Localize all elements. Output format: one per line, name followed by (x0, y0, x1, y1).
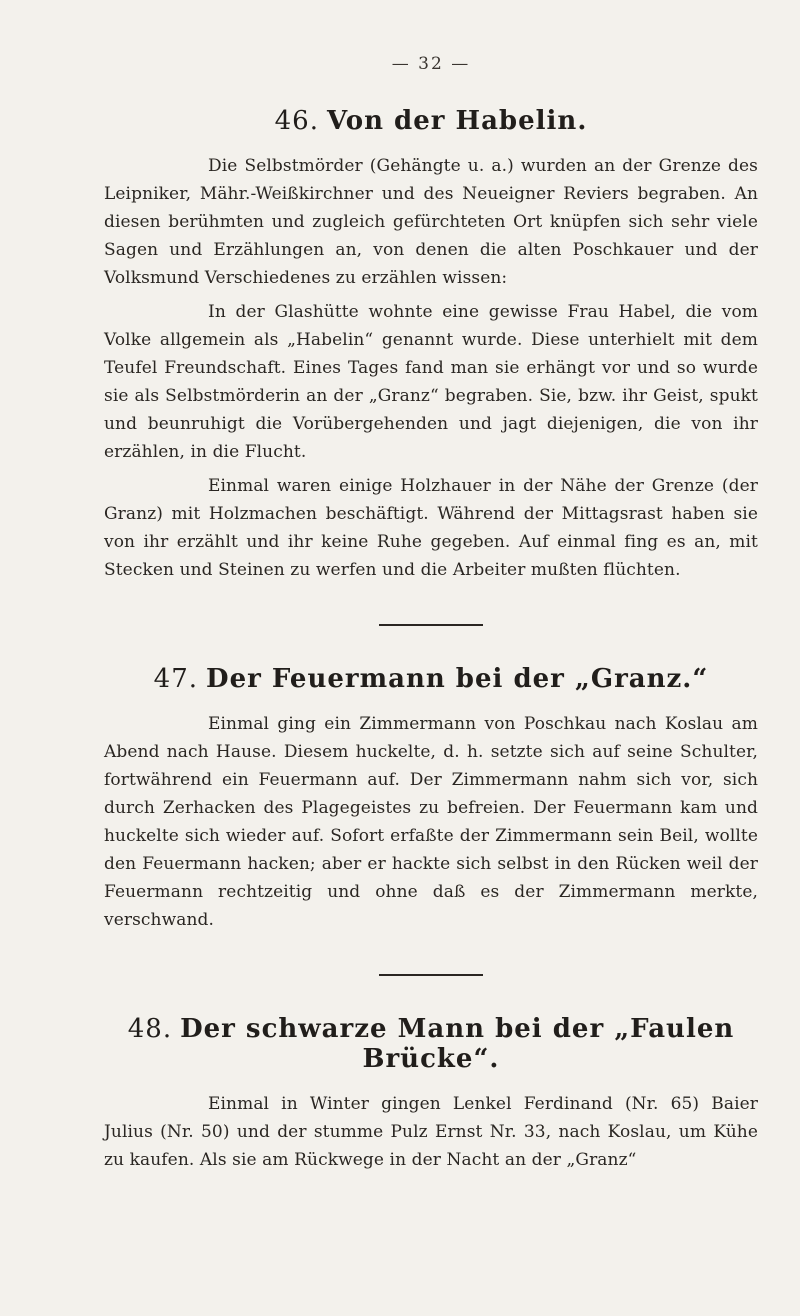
section-number: 47. (153, 664, 199, 694)
section-46 (104, 106, 758, 584)
section-number: 46. (274, 106, 319, 136)
paragraph: Einmal ging ein Zimmermann von Poschkau nach Koslau am Abend nach Hause. Diesem huckelte, d. h. setzte sich auf seine Schulter, fortwährend ein Feuermann auf. Der Zimmermann nahm sich vor, sich durch Zerhacken des Plagegeistes zu befreien. Der Feuermann kam und huckelte sich wieder auf. Sofort erfaßte der Zimmermann sein Beil, wollte den Feuermann hacken; aber er hackte sich selbst in den Rücken weil der Feuermann rechtzeitig und ohne daß es der Zimmermann merkte, verschwand. (104, 714, 758, 930)
paragraph: Einmal in Winter gingen Lenkel Ferdinand (Nr. 65) Baier Julius (Nr. 50) und der stumme Pulz Ernst Nr. 33, nach Koslau, um Kühe zu kaufen. Als sie am Rückwege in der Nacht an der „Granz“ (104, 1094, 758, 1170)
paragraph: In der Glashütte wohnte eine gewisse Frau Habel, die vom Volke allgemein als „Habelin“ genannt wurde. Diese unterhielt mit dem Teufel Freundschaft. Eines Tages fand man sie erhängt vor und so wurde sie als Selbstmörderin an der „Granz“ begraben. Sie, bzw. ihr Geist, spukt und beunruhigt die Vorübergehenden und jagt diejenigen, die von ihr erzählen, in die Flucht. (104, 302, 758, 462)
section-divider (379, 624, 483, 626)
page-number: — 32 — (391, 54, 471, 74)
paragraph: Die Selbstmörder (Gehängte u. a.) wurden an der Grenze des Leipniker, Mähr.-Weißkirchner und des Neueigner Reviers begraben. An diesen berühmten und zugleich gefürchteten Ort knüpfen sich sehr viele Sagen und Erzählungen an, von denen die alten Poschkauer und der Volksmund Verschiedenes zu erzählen wissen: (104, 156, 758, 288)
section-number: 48. (127, 1014, 173, 1044)
section-heading: Von der Habelin. (326, 106, 588, 136)
section-divider (379, 974, 483, 976)
section-47 (104, 664, 758, 934)
paragraph: Einmal waren einige Holzhauer in der Nähe der Grenze (der Granz) mit Holzmachen beschäftigt. Während der Mittagsrast haben sie von ihr erzählt und ihr keine Ruhe gegeben. Auf einmal fing es an, mit Stecken und Steinen zu werfen und die Arbeiter mußten flüchten. (104, 476, 758, 580)
section-heading: Der Feuermann bei der „Granz.“ (206, 664, 709, 694)
section-heading: Der schwarze Mann bei der „Faulen Brücke“. (180, 1014, 735, 1074)
section-48 (104, 1014, 758, 1174)
section-title (104, 1014, 758, 1074)
section-title (104, 664, 758, 694)
section-title (104, 106, 758, 136)
